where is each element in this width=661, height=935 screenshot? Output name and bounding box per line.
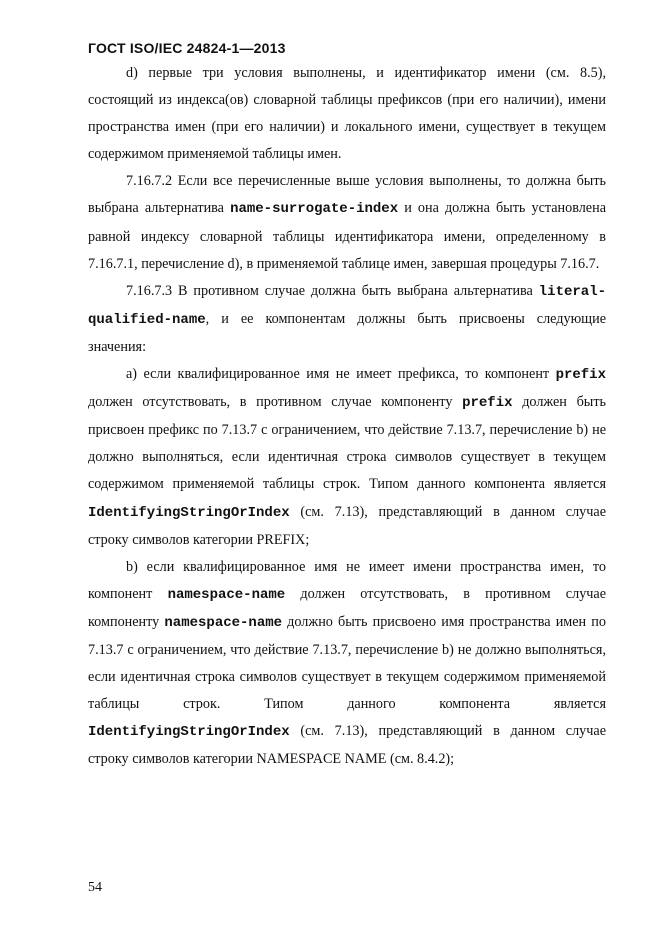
code-term: prefix xyxy=(555,367,606,384)
code-term: name-surrogate-index xyxy=(230,201,399,218)
paragraph-text: a) если квалифицированное имя не имеет префикса, то компонент xyxy=(126,366,556,383)
paragraph-text: (см. 7.13), представляющий в данном случае строку символов категории PREFIX; xyxy=(88,503,606,548)
paragraph-text: и она должна быть установлена равной индексу словарной таблицы идентификатора имени, определенному в 7.16.7.1, перечисление d), в применяемой таблице имен, завершая процедуры 7.16.7. xyxy=(88,200,606,272)
paragraph-b xyxy=(88,554,606,774)
document-header: ГОСТ ISO/IEC 24824-1—2013 xyxy=(88,40,286,56)
paragraph-text: должен быть присвоен префикс по 7.13.7 с ограничением, что действие 7.13.7, перечисление b) не должно выполняться, если идентичная строка символов существует в текущем содержимом применяемой таблицы строк. Типом данного компонента является xyxy=(88,394,606,493)
paragraph-text: 7.16.7.3 В противном случае должна быть выбрана альтернатива xyxy=(126,282,539,299)
code-term: literal-qualified-name xyxy=(88,283,606,328)
paragraph-7-16-7-2 xyxy=(88,168,606,277)
code-term: namespace-name xyxy=(167,586,286,603)
paragraph-7-16-7-3 xyxy=(88,278,606,361)
code-term: prefix xyxy=(462,395,513,412)
document-body xyxy=(88,60,606,773)
paragraph-text: 7.16.7.2 Если все перечисленные выше условия выполнены, то должна быть выбрана альтернатива xyxy=(88,173,606,217)
code-term: IdentifyingStringOrIndex xyxy=(88,504,290,521)
code-term: namespace-name xyxy=(164,614,283,631)
paragraph-a xyxy=(88,361,606,554)
code-term: IdentifyingStringOrIndex xyxy=(88,724,290,741)
paragraph-text: d) первые три условия выполнены, и идентификатор имени (см. 8.5), состоящий из индекса(ов) словарной таблицы префиксов (при его наличии), имени пространства имен (при его наличии) и локального имени, существует в текущем содержимом применяемой таблицы имен. xyxy=(88,65,606,163)
paragraph-text: (см. 7.13), представляющий в данном случае строку символов категории NAMESPACE NAME (см. 8.4.2); xyxy=(88,723,606,768)
page-number: 54 xyxy=(88,880,102,895)
paragraph-text: должен отсутствовать, в противном случае компоненту xyxy=(88,585,607,630)
paragraph-text: должно быть присвоено имя пространства имен по 7.13.7 с ограничением, что действие 7.13.7, перечисление b) не должно выполняться, если идентичная строка символов существует в текущем содержимом применяемой таблицы строк. Типом данного компонента является xyxy=(88,613,606,713)
paragraph-d xyxy=(88,60,606,168)
paragraph-text: , и ее компонентам должны быть присвоены следующие значения: xyxy=(88,310,606,355)
paragraph-text: b) если квалифицированное имя не имеет имени пространства имен, то компонент xyxy=(88,558,606,602)
paragraph-text: должен отсутствовать, в противном случае компоненту xyxy=(88,394,463,411)
